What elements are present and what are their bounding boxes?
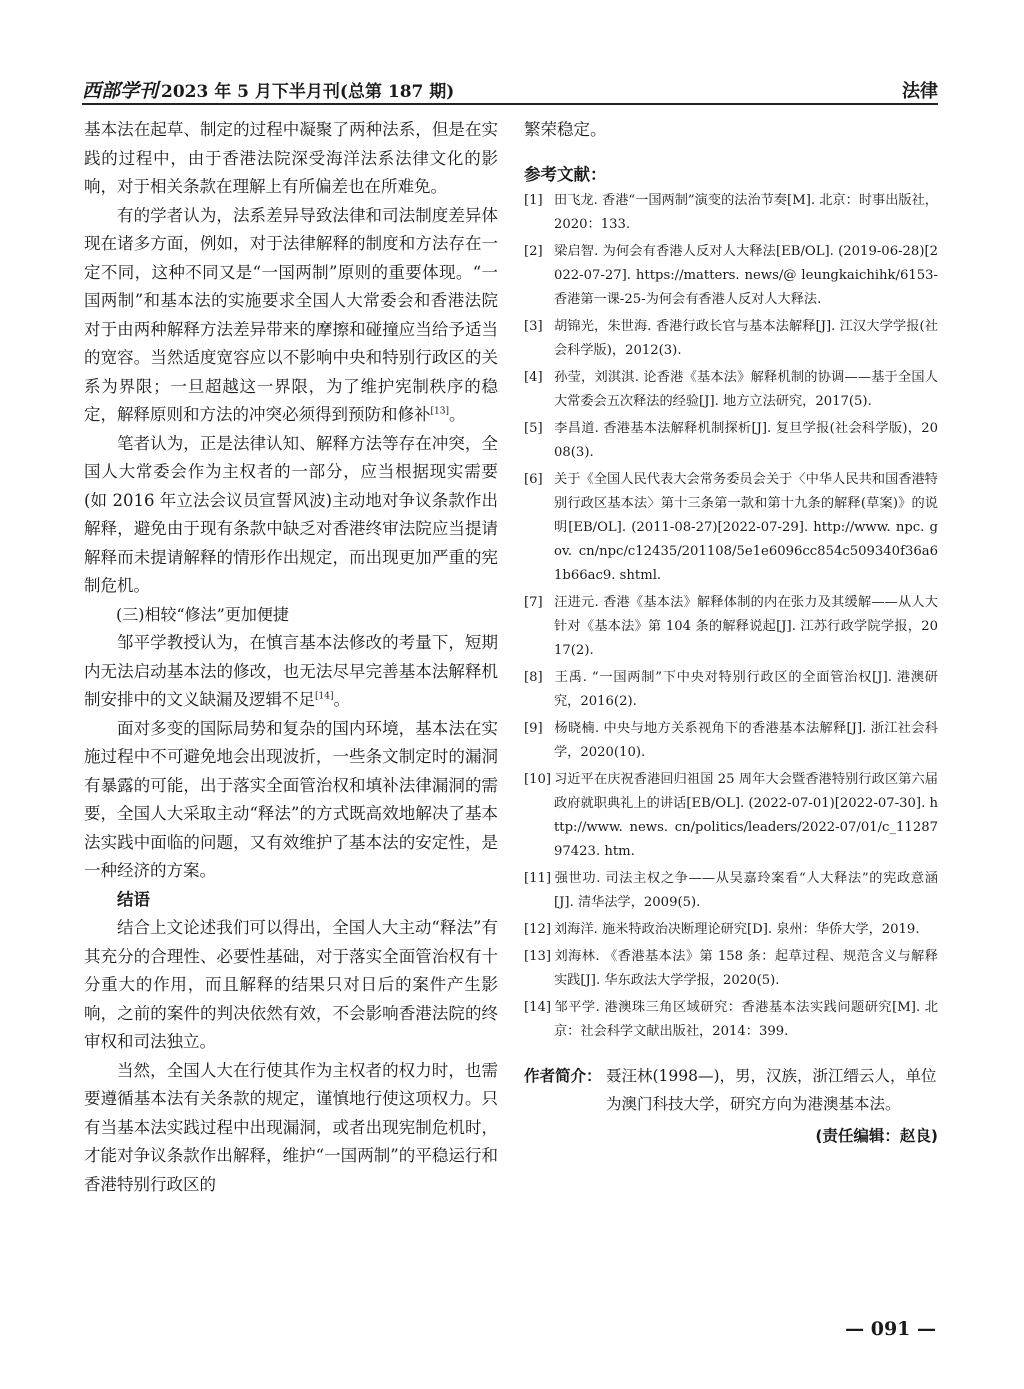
author-text: 聂汪林(1998—)，男，汉族，浙江缙云人，单位为澳门科技大学，研究方向为港澳基本法。 [606, 1066, 937, 1113]
section-name: 法律 [902, 81, 938, 102]
paragraph-4-end: 。 [333, 690, 350, 709]
paragraph-4 [84, 629, 498, 715]
reference-text: 刘海林. 《香港基本法》第 158 条：起草过程、规范含义与解释实践[J]. 华东政法大学学报，2020(5). [554, 948, 938, 988]
page-number: — 091 — [845, 1318, 936, 1340]
reference-number: [9] [524, 720, 543, 736]
reference-number: [3] [524, 318, 543, 334]
citation-14: [14] [315, 691, 334, 702]
reference-number: [2] [524, 243, 543, 259]
continuation-text: 繁荣稳定。 [524, 120, 607, 139]
reference-number: [11] [524, 870, 552, 886]
references-title: 参考文献： [524, 164, 607, 184]
reference-item [524, 366, 938, 414]
reference-item [524, 717, 938, 765]
page-header [82, 76, 938, 102]
paragraph-5: 面对多变的国际局势和复杂的国内环境，基本法在实施过程中不可避免地会出现波折，一些条文制定时的漏洞有暴露的可能，出于落实全面管治权和填补法律漏洞的需要，全国人大采取主动“释法”的方式既高效地解决了基本法实践中面临的问题，又有效维护了基本法的安定性，是一种经济的方案。 [84, 718, 498, 880]
reference-number: [13] [524, 948, 552, 964]
reference-text: 孙莹，刘淇淇. 论香港《基本法》解释机制的协调——基于全国人大常委会五次释法的经验[J]. 地方立法研究，2017(5). [554, 369, 938, 409]
reference-item [524, 468, 938, 588]
reference-text: 习近平在庆祝香港回归祖国 25 周年大会暨香港特别行政区第六届政府就职典礼上的讲话[EB/OL]. (2022-07-01)[2022-07-30]. http://www. news. cn/politics/leaders/2022-07/01/c_1128797423. htm. [554, 771, 938, 859]
reference-text: 杨晓楠. 中央与地方关系视角下的香港基本法解释[J]. 浙江社会科学，2020(10). [554, 720, 938, 760]
reference-text: 李昌道. 香港基本法解释机制探析[J]. 复旦学报(社会科学版)，2008(3). [554, 420, 938, 460]
reference-item [524, 189, 938, 237]
paragraph-7: 当然，全国人大在行使其作为主权者的权力时，也需要遵循基本法有关条款的规定，谨慎地行使这项权力。只有当基本法实践过程中出现漏洞，或者出现宪制危机时，才能对争议条款作出解释，维护“一国两制”的平稳运行和香港特别行政区的 [84, 1060, 498, 1194]
reference-text: 田飞龙. 香港“一国两制”演变的法治节奏[M]. 北京：时事出版社，2020：133. [554, 192, 938, 232]
subheading: (三)相较“修法”更加便捷 [116, 604, 289, 624]
responsible-editor: (责任编辑：赵良) [815, 1126, 938, 1145]
paragraph-1: 基本法在起草、制定的过程中凝聚了两种法系，但是在实践的过程中，由于香港法院深受海洋法系法律文化的影响，对于相关条款在理解上有所偏差也在所难免。 [84, 120, 498, 196]
reference-item [524, 996, 938, 1044]
paragraph-2-text: 有的学者认为，法系差异导致法律和司法制度差异体现在诸多方面，例如，对于法律解释的制度和方法存在一定不同，这种不同又是“一国两制”原则的重要体现。“一国两制”和基本法的实施要求全国人大常委会和香港法院对于由两种解释方法差异带来的摩擦和碰撞应当给予适当的宽容。当然适度宽容应以不影响中央和特别行政区的关系为界限；一旦超越这一界限，为了维护宪制秩序的稳定，解释原则和方法的冲突必须得到预防和修补 [84, 205, 498, 424]
reference-number: [10] [524, 771, 552, 787]
reference-text: 汪进元. 香港《基本法》解释体制的内在张力及其缓解——从人大针对《基本法》第 104 条的解释说起[J]. 江苏行政学院学报，2017(2). [554, 594, 938, 658]
reference-list [524, 189, 938, 1044]
reference-item [524, 945, 938, 993]
reference-number: [6] [524, 471, 543, 487]
reference-text: 关于《全国人民代表大会常务委员会关于〈中华人民共和国香港特别行政区基本法〉第十三条第一款和第十九条的解释(草案)》的说明[EB/OL]. (2011-08-27)[2022-07-29]. http://www. npc. gov. cn/npc/c12435/201108/5e1e6096cc854c509340f36a61b66ac9. shtml. [554, 471, 938, 583]
reference-item [524, 315, 938, 363]
paragraph-2 [84, 202, 498, 430]
reference-number: [1] [524, 192, 543, 208]
conclusion-heading: 结语 [117, 889, 150, 909]
journal-logo: 西部学刊 [82, 80, 159, 102]
reference-number: [8] [524, 669, 543, 685]
reference-number: [12] [524, 921, 552, 937]
author-bio [524, 1062, 938, 1118]
reference-item [524, 417, 938, 465]
author-label: 作者简介： [524, 1066, 602, 1085]
reference-item [524, 240, 938, 312]
reference-text: 王禹. “一国两制”下中央对特别行政区的全面管治权[J]. 港澳研究，2016(2). [554, 669, 938, 709]
right-column [524, 116, 938, 1356]
reference-text: 梁启智. 为何会有香港人反对人大释法[EB/OL]. (2019-06-28)[2022-07-27]. https://matters. news/@ leungkaichihk/6153-香港第一课-25-为何会有香港人反对人大释法. [554, 243, 938, 307]
reference-text: 强世功. 司法主权之争——从吴嘉玲案看“人大释法”的宪政意涵[J]. 清华法学，2009(5). [554, 870, 938, 910]
citation-13: [13] [430, 406, 449, 417]
reference-number: [4] [524, 369, 543, 385]
reference-text: 邹平学. 港澳珠三角区域研究：香港基本法实践问题研究[M]. 北京：社会科学文献出版社，2014：399. [554, 999, 938, 1039]
reference-text: 刘海洋. 施米特政治决断理论研究[D]. 泉州：华侨大学，2019. [554, 921, 920, 937]
issue-info: 2023 年 5 月下半月刊(总第 187 期) [161, 82, 455, 102]
reference-item [524, 591, 938, 663]
reference-item [524, 768, 938, 864]
paragraph-6: 结合上文论述我们可以得出，全国人大主动“释法”有其充分的合理性、必要性基础，对于落实全面管治权有十分重大的作用，而且解释的结果只对日后的案件产生影响，之前的案件的判决依然有效，不会影响香港法院的终审权和司法独立。 [84, 918, 498, 1051]
reference-number: [14] [524, 999, 552, 1015]
reference-item [524, 666, 938, 714]
reference-item [524, 918, 938, 942]
reference-number: [5] [524, 420, 543, 436]
paragraph-4-text: 邹平学教授认为，在慎言基本法修改的考量下，短期内无法启动基本法的修改，也无法尽早完善基本法解释机制安排中的文义缺漏及逻辑不足 [84, 633, 498, 709]
left-column [84, 116, 498, 1296]
paragraph-3: 笔者认为，正是法律认知、解释方法等存在冲突，全国人大常委会作为主权者的一部分，应当根据现实需要(如 2016 年立法会议员宣誓风波)主动地对争议条款作出解释，避免由于现有条款中缺乏对香港终审法院应当提请解释而未提请解释的情形作出规定，而出现更加严重的宪制危机。 [84, 433, 498, 595]
paragraph-2-end: 。 [448, 405, 466, 424]
reference-text: 胡锦光，朱世海. 香港行政长官与基本法解释[J]. 江汉大学学报(社会科学版)，2012(3). [554, 318, 938, 358]
reference-number: [7] [524, 594, 543, 610]
reference-item [524, 867, 938, 915]
header-rule [82, 103, 938, 105]
